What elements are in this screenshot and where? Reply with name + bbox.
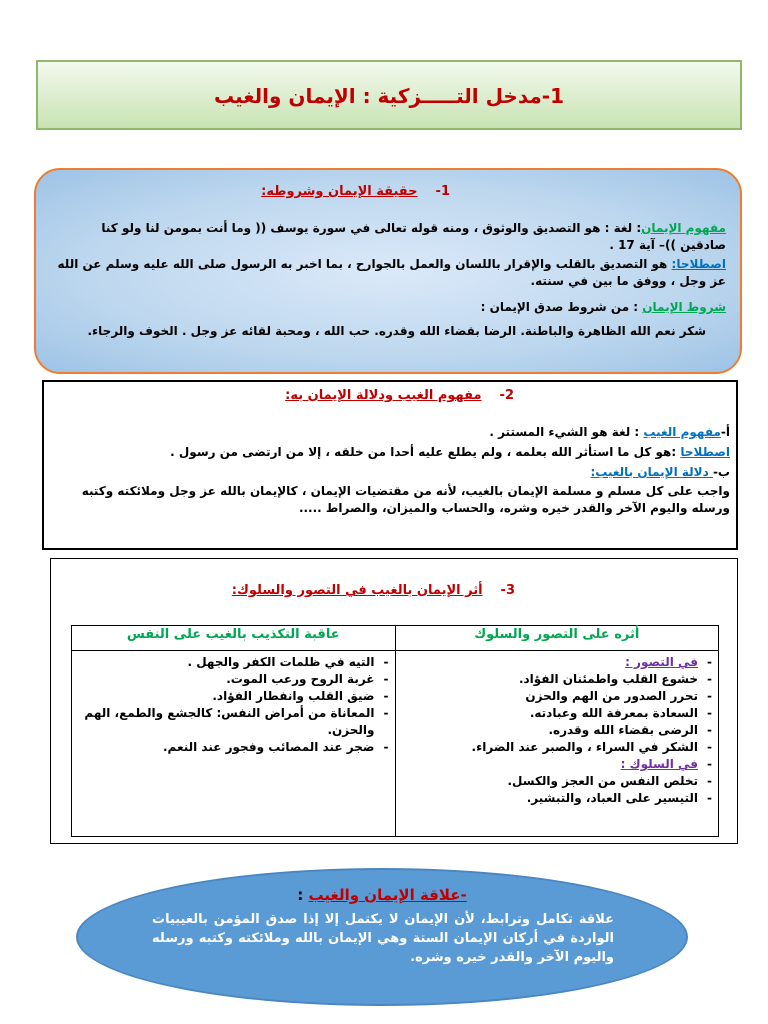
ghayb-evidence bbox=[591, 464, 731, 481]
ghayb-istilah-text: :هو كل ما استأثر الله بعلمه ، ولم يطلع عليه أحدا من خلقه ، إلا من ارتضى من رسول . bbox=[170, 445, 681, 459]
ghayb-concept-label: مفهوم الغيب bbox=[643, 425, 721, 439]
section2-title: مفهوم الغيب ودلالة الإيمان به: bbox=[285, 388, 482, 403]
iman-istilah bbox=[52, 256, 726, 290]
table-header-consequence: عاقبة التكذيب بالغيب على النفس bbox=[72, 626, 396, 651]
consequence-item: - التيه في ظلمات الكفر والجهل . bbox=[78, 654, 389, 671]
effect-item bbox=[402, 790, 713, 807]
effect-subheading: في السلوك : bbox=[620, 757, 698, 771]
ghayb-evidence-prefix: ب- bbox=[712, 465, 730, 479]
section-ghayb-effect bbox=[50, 558, 738, 844]
ghayb-concept-text: : لغة هو الشيء المستتر . bbox=[489, 425, 644, 439]
effect-item bbox=[402, 773, 713, 790]
effect-item-text: الشكر في السراء ، والصبر عند الضراء. bbox=[471, 740, 698, 754]
section1-heading bbox=[261, 184, 450, 199]
iman-concept-label: مفهوم الإيمان bbox=[641, 221, 726, 235]
page-title: 1-مدخل التـــــزكية : الإيمان والغيب bbox=[213, 84, 564, 108]
consequence-list-cell bbox=[72, 651, 396, 837]
ghayb-evidence-label: دلالة الإيمان بالغيب: bbox=[590, 465, 713, 479]
ghayb-istilah bbox=[170, 444, 730, 461]
iman-istilah-label: اصطلاحا: bbox=[671, 257, 726, 271]
iman-conditions-label: شروط الإيمان bbox=[642, 300, 726, 314]
section2-number: 2- bbox=[499, 388, 514, 403]
section-iman-reality bbox=[34, 168, 742, 374]
effect-item-text: التيسير على العباد، والتبشير. bbox=[526, 791, 698, 805]
effect-item bbox=[402, 756, 713, 773]
section1-title: حقيقة الإيمان وشروطه: bbox=[261, 184, 418, 199]
title-banner bbox=[36, 60, 742, 130]
effect-list-cell bbox=[395, 651, 719, 837]
effect-item bbox=[402, 722, 713, 739]
section3-number: 3- bbox=[500, 583, 515, 598]
relation-text: علاقة تكامل وترابط، لأن الإيمان لا يكتمل إلا إذا صدق المؤمن بالغيبيات الواردة في أركان الإيمان الستة وهي الإيمان بالله وملائكته وكتبه ورسله واليوم الآخر والقدر خيره وشره. bbox=[152, 912, 614, 965]
effect-item-text: السعادة بمعرفة الله وعبادته. bbox=[529, 706, 698, 720]
iman-istilah-text: هو التصديق بالقلب والإقرار باللسان والعمل بالجوارح ، بما اخبر به الرسول صلى الله عليه وسلم عن الله عز وجل ، ووفق ما بين في سنته. bbox=[57, 257, 726, 288]
section2-heading bbox=[285, 388, 514, 403]
iman-conditions bbox=[52, 299, 726, 316]
consequence-item: - المعاناة من أمراض النفس: كالجشع والطمع، الهم والحزن. bbox=[78, 705, 389, 739]
relation-callout bbox=[76, 868, 688, 1006]
effect-subheading: في التصور : bbox=[625, 655, 698, 669]
effect-item-text: الرضى بقضاء الله وقدره. bbox=[548, 723, 698, 737]
section3-title: أثر الإيمان بالغيب في التصور والسلوك: bbox=[231, 583, 483, 598]
effect-list bbox=[402, 654, 713, 807]
ghayb-istilah-label: اصطلاحا bbox=[680, 445, 730, 459]
section3-heading bbox=[232, 583, 515, 598]
ghayb-concept-prefix: أ- bbox=[720, 425, 730, 439]
effect-item bbox=[402, 654, 713, 671]
relation-title: -علاقة الإيمان والغيب bbox=[308, 886, 467, 904]
section-ghayb-concept bbox=[42, 380, 738, 550]
ghayb-concept bbox=[489, 424, 730, 441]
consequence-item: - ضجر عند المصائب وفجور عند النعم. bbox=[78, 739, 389, 756]
table-header-effect: أثره على التصور والسلوك bbox=[395, 626, 719, 651]
effect-item bbox=[402, 688, 713, 705]
effect-item bbox=[402, 739, 713, 756]
consequence-list bbox=[78, 654, 389, 756]
iman-concept bbox=[52, 220, 726, 254]
consequence-item: - غربة الروح ورعب الموت. bbox=[78, 671, 389, 688]
effect-item-text: خشوع القلب واطمئنان الفؤاد. bbox=[518, 672, 698, 686]
effect-item bbox=[402, 671, 713, 688]
relation-heading bbox=[78, 886, 686, 904]
effects-table bbox=[71, 625, 719, 837]
section1-number: 1- bbox=[435, 184, 450, 199]
relation-colon: : bbox=[297, 886, 309, 904]
iman-conditions-text: : من شروط صدق الإيمان : bbox=[480, 300, 643, 314]
effect-item-text: تحرر الصدور من الهم والحزن bbox=[525, 689, 698, 703]
effect-item bbox=[402, 705, 713, 722]
ghayb-evidence-text: واجب على كل مسلم و مسلمة الإيمان بالغيب، لأنه من مقتضيات الإيمان ، كالإيمان بالله عز وجل وملائكته وكتبه ورسله واليوم الآخر والقدر خيره وشره، والحساب والميزان، والصراط ..... bbox=[81, 484, 730, 515]
iman-conditions-list: شكر نعم الله الظاهرة والباطنة. الرضا بقضاء الله وقدره. حب الله ، ومحبة لقائه عز وجل . الخوف والرجاء. bbox=[87, 324, 706, 338]
iman-concept-text: : لغة : هو التصديق والوثوق ، ومنه قوله تعالى في سورة يوسف (( وما أنت بمومن لنا ولو كنا صادقين ))– آية 17 . bbox=[101, 221, 726, 252]
effect-item-text: تخلص النفس من العجز والكسل. bbox=[507, 774, 698, 788]
consequence-item: - ضيق القلب وانفطار الفؤاد. bbox=[78, 688, 389, 705]
